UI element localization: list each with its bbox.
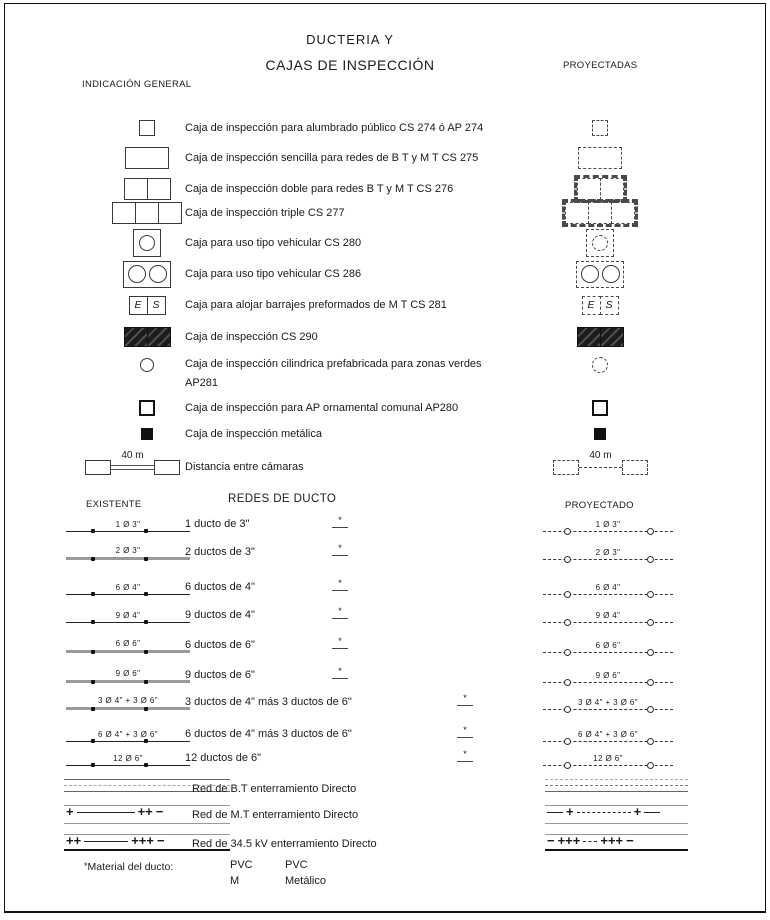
distance-value: 40 m (589, 450, 612, 461)
line-icon (64, 779, 230, 780)
box-label: Caja de inspección doble para redes B T y M T CS 276 (185, 183, 454, 195)
box-symbol-small-square (107, 113, 187, 143)
material-note-asterisk: * (457, 695, 473, 706)
duct-description: 3 ductos de 4" más 3 ductos de 6" (185, 696, 352, 708)
projected-symbol-busbar-es (560, 290, 640, 320)
existing-duct-symbol (66, 696, 190, 710)
junction-circle (564, 528, 571, 535)
duct-code-label: 6 Ø 4" (115, 583, 141, 592)
thick-line-icon (545, 849, 688, 851)
duct-code-label: 12 Ø 6" (113, 754, 143, 763)
duct-code-label: 9 Ø 4" (115, 611, 141, 620)
junction-dot (144, 529, 148, 533)
duct-row (0, 605, 770, 623)
junction-dot (91, 592, 95, 596)
chamber-box-dashed-icon (622, 460, 648, 475)
duct-code-label: 6 Ø 4" + 3 Ø 6" (578, 730, 638, 739)
duct-row (0, 748, 770, 766)
junction-circle (564, 762, 571, 769)
junction-dot (91, 763, 95, 767)
material-note-asterisk: * (332, 638, 348, 649)
projected-duct-symbol (543, 548, 673, 560)
mt-network-symbol-projected (545, 805, 688, 824)
cell-e: E (129, 296, 148, 315)
box-label: Caja de inspección para AP ornamental comunal AP280 (185, 402, 459, 414)
junction-circle (564, 679, 571, 686)
duct-code-label: 6 Ø 6" (595, 641, 621, 650)
box-symbol-triple-rectangle (107, 198, 187, 228)
sheet-title-line1: DUCTERIA Y (306, 32, 394, 47)
duct-line (66, 765, 190, 766)
material-note-asterisk: * (332, 580, 348, 591)
duct-code-label: 9 Ø 6" (115, 669, 141, 678)
triple-rectangle-dashed-icon (562, 199, 638, 227)
box-row (0, 452, 770, 482)
duct-code-label: 1 Ø 3" (115, 520, 141, 529)
junction-dot (91, 739, 95, 743)
triple-rectangle-icon (112, 202, 182, 224)
chamber-box-icon (85, 460, 111, 475)
projected-duct-symbol (543, 641, 673, 653)
junction-circle (564, 591, 571, 598)
existing-duct-symbol (66, 730, 190, 742)
cell (600, 178, 624, 200)
line-icon (111, 465, 154, 470)
junction-dot (91, 529, 95, 533)
cell (124, 178, 148, 200)
rectangle-with-two-circles-icon (123, 261, 171, 288)
material-note-asterisk: * (332, 545, 348, 556)
square-icon (139, 120, 155, 136)
box-row (0, 113, 770, 143)
line-dashed-icon (579, 467, 622, 468)
duct-row (0, 692, 770, 710)
rectangle-dashed-icon (578, 147, 622, 169)
junction-dot (91, 680, 95, 684)
cell (124, 327, 148, 347)
material-note-asterisk: * (457, 727, 473, 738)
asterisk-icon: * (84, 861, 88, 871)
bold-square-icon (139, 400, 155, 416)
material-note-asterisk: * (332, 608, 348, 619)
plus-mark: + (66, 804, 74, 819)
junction-circle (647, 706, 654, 713)
line-icon (64, 823, 230, 824)
box-label: Caja de inspección cilindrica prefabricada para zonas verdes (185, 358, 482, 370)
minus-mark: − (155, 804, 164, 819)
projected-duct-symbol (543, 520, 673, 532)
distance-symbol-existing (85, 452, 180, 482)
duct-description: 12 ductos de 6" (185, 752, 262, 764)
projected-symbol-rectangle (560, 143, 640, 173)
existing-duct-symbol (66, 669, 190, 683)
box-row (0, 259, 770, 289)
plus-mark: + (633, 804, 642, 819)
duct-line-dashed (543, 622, 673, 623)
junction-circle (564, 738, 571, 745)
cell (611, 202, 635, 224)
cell (147, 178, 171, 200)
rectangle-dashed-with-two-circles-icon (576, 261, 624, 288)
minus-mark: − (156, 833, 165, 848)
junction-circle (647, 591, 654, 598)
duct-description: 6 ductos de 4" más 3 ductos de 6" (185, 728, 352, 740)
cell (158, 202, 182, 224)
box-label: Caja de inspección CS 290 (185, 331, 318, 343)
box-row (0, 351, 770, 391)
cell-s: S (147, 296, 166, 315)
junction-dot (144, 592, 148, 596)
duct-code-label: 2 Ø 3" (595, 548, 621, 557)
duct-line (66, 594, 190, 595)
rectangle-icon (125, 147, 169, 169)
duct-row (0, 665, 770, 683)
dashed-line-icon (545, 779, 688, 780)
junction-dot (91, 707, 95, 711)
junction-dot (144, 763, 148, 767)
footnote-key: PVC (230, 859, 253, 871)
line-icon (545, 791, 688, 792)
duct-description: 6 ductos de 6" (185, 639, 255, 651)
junction-dot (91, 557, 95, 561)
junction-dot (144, 620, 148, 624)
box-symbol-vehicular-double (107, 259, 187, 289)
es-cells-dashed-icon (582, 296, 619, 315)
chamber-box-dashed-icon (553, 460, 579, 475)
square-dashed-with-circle-icon (586, 229, 614, 257)
duct-line-dashed (543, 652, 673, 653)
cell (588, 202, 612, 224)
duct-line-dashed (543, 741, 673, 742)
box-label: Caja para uso tipo vehicular CS 280 (185, 237, 362, 249)
existing-duct-symbol (66, 611, 190, 623)
projected-duct-symbol (543, 730, 673, 742)
junction-dot (144, 739, 148, 743)
projected-symbol-vehicular-single (560, 228, 640, 258)
duct-line (66, 707, 190, 710)
cell (147, 327, 171, 347)
existing-duct-symbol (66, 639, 190, 653)
cell-e: E (582, 296, 601, 315)
duct-code-label: 6 Ø 6" (115, 639, 141, 648)
footnote-key: M (230, 875, 240, 887)
plus-mark: + (566, 804, 574, 819)
footnote-value: Metálico (285, 875, 326, 887)
dashed-line-icon (583, 841, 597, 842)
net-row (0, 805, 770, 825)
chamber-box-icon (154, 460, 180, 475)
box-label: Caja para alojar barrajes preformados de M T CS 281 (185, 299, 447, 311)
duct-line-dashed (543, 682, 673, 683)
duct-description: 6 ductos de 4" (185, 581, 255, 593)
footnote (84, 861, 173, 873)
duct-code-label: 3 Ø 4" + 3 Ø 6" (98, 696, 158, 705)
existing-duct-symbol (66, 546, 190, 560)
junction-circle (647, 528, 654, 535)
junction-circle (647, 762, 654, 769)
bt-network-symbol-projected (545, 779, 688, 792)
distance-value: 40 m (121, 450, 144, 461)
duct-code-label: 6 Ø 4" (595, 583, 621, 592)
box-symbol-rectangle (107, 143, 187, 173)
duct-description: 9 ductos de 4" (185, 609, 255, 621)
hatched-rectangle-icon (577, 327, 624, 347)
line-icon (547, 812, 563, 813)
mt-cross-line-dashed (545, 806, 688, 818)
projected-duct-symbol (543, 754, 673, 766)
box-symbol-metallic (107, 419, 187, 449)
cell-s: S (600, 296, 619, 315)
duct-line-dashed (543, 559, 673, 560)
material-note-asterisk: * (332, 668, 348, 679)
plus-marks: +++ (600, 833, 624, 848)
circle-icon (581, 265, 599, 283)
line-icon (77, 812, 135, 813)
cell (577, 327, 601, 347)
sheet-title-line2: CAJAS DE INSPECCIÓN (265, 57, 435, 73)
column-header-indicacion-general: INDICACIÓN GENERAL (82, 79, 192, 90)
box-label: Caja de inspección sencilla para redes de B T y M T CS 275 (185, 152, 479, 164)
duct-line-dashed (543, 531, 673, 532)
net-row (0, 779, 770, 799)
duct-line-dashed (543, 709, 673, 710)
duct-line-dashed (543, 765, 673, 766)
circle-dashed-icon (592, 235, 608, 251)
projected-duct-symbol (543, 698, 673, 710)
net-row (0, 834, 770, 854)
box-symbol-vehicular-single (107, 228, 187, 258)
column-header-existente: EXISTENTE (86, 499, 142, 510)
junction-circle (647, 738, 654, 745)
duct-row (0, 542, 770, 560)
duct-line-dashed (543, 594, 673, 595)
junction-circle (647, 619, 654, 626)
filled-square-icon (594, 428, 606, 440)
network-label: Red de B.T enterramiento Directo (192, 783, 357, 795)
network-label: Red de M.T enterramiento Directo (192, 809, 359, 821)
line-icon (545, 823, 688, 824)
box-row (0, 143, 770, 173)
projected-symbol-triple-rectangle (560, 198, 640, 228)
junction-circle (647, 556, 654, 563)
column-header-proyectado: PROYECTADO (565, 500, 634, 511)
junction-circle (564, 649, 571, 656)
duct-code-label: 9 Ø 6" (595, 671, 621, 680)
junction-circle (647, 679, 654, 686)
circle-dashed-icon (592, 357, 608, 373)
filled-square-icon (141, 428, 153, 440)
column-header-proyectadas: PROYECTADAS (563, 60, 638, 71)
junction-circle (564, 556, 571, 563)
circle-icon (149, 265, 167, 283)
duct-row (0, 514, 770, 532)
duct-line (66, 622, 190, 623)
double-rectangle-icon (124, 178, 171, 200)
duct-code-label: 6 Ø 4" + 3 Ø 6" (98, 730, 158, 739)
projected-symbol-hatched (560, 322, 640, 352)
junction-circle (564, 619, 571, 626)
projected-duct-symbol (543, 583, 673, 595)
box-label: Caja de inspección metálica (185, 428, 322, 440)
es-cells-icon (129, 296, 166, 315)
dashed-line-icon (545, 785, 688, 786)
dashed-line-icon (577, 812, 631, 813)
plus-marks: ++ (66, 833, 82, 848)
duct-line (66, 650, 190, 653)
material-note-asterisk: * (457, 751, 473, 762)
projected-symbol-cylindrical (560, 351, 640, 379)
box-row (0, 290, 770, 320)
box-row (0, 198, 770, 228)
duct-code-label: 9 Ø 4" (595, 611, 621, 620)
box-symbol-busbar-es (107, 290, 187, 320)
box-label: Caja de inspección para alumbrado público CS 274 ó AP 274 (185, 122, 484, 134)
projected-duct-symbol (543, 611, 673, 623)
duct-line (66, 741, 190, 742)
footnote-label: Material del ducto: (87, 861, 174, 873)
box-row (0, 322, 770, 352)
distance-symbol-projected (553, 452, 648, 482)
junction-dot (91, 650, 95, 654)
duct-code-label: 2 Ø 3" (115, 546, 141, 555)
network-label: Red de 34.5 kV enterramiento Directo (192, 838, 377, 850)
box-row (0, 419, 770, 449)
junction-dot (144, 650, 148, 654)
projected-symbol-vehicular-double (560, 259, 640, 289)
plus-marks: +++ (557, 833, 581, 848)
cell (600, 327, 624, 347)
square-dashed-icon (592, 120, 608, 136)
duct-code-label: 3 Ø 4" + 3 Ø 6" (578, 698, 638, 707)
hv-cross-line-dashed (545, 835, 688, 847)
junction-circle (647, 649, 654, 656)
bold-square-icon (592, 400, 608, 416)
junction-dot (144, 707, 148, 711)
box-symbol-hatched (107, 322, 187, 352)
box-label-line2: AP281 (185, 377, 219, 389)
section-title-redes-de-ducto: REDES DE DUCTO (228, 493, 337, 505)
duct-line (66, 531, 190, 532)
box-label: Caja para uso tipo vehicular CS 286 (185, 268, 362, 280)
circle-icon (140, 358, 154, 372)
line-icon (84, 841, 128, 842)
circle-icon (602, 265, 620, 283)
circle-icon (139, 235, 155, 251)
duct-line (66, 680, 190, 683)
duct-row (0, 577, 770, 595)
line-icon (644, 812, 660, 813)
cell (577, 178, 601, 200)
duct-row (0, 635, 770, 653)
projected-duct-symbol (543, 671, 673, 683)
box-label: Distancia entre cámaras (185, 461, 304, 473)
cell (565, 202, 589, 224)
existing-duct-symbol (66, 583, 190, 595)
square-with-circle-icon (133, 229, 161, 257)
duct-description: 2 ductos de 3" (185, 546, 255, 558)
duct-description: 9 ductos de 6" (185, 669, 255, 681)
cell (135, 202, 159, 224)
material-note-asterisk: * (332, 517, 348, 528)
minus-mark: − (547, 833, 555, 848)
minus-mark: − (626, 833, 634, 848)
box-symbol-cylindrical (107, 351, 187, 379)
duct-row (0, 724, 770, 742)
junction-circle (564, 706, 571, 713)
hatched-rectangle-icon (124, 327, 171, 347)
duct-description: 1 ducto de 3" (185, 518, 250, 530)
cell (112, 202, 136, 224)
plus-marks: ++ (137, 804, 153, 819)
junction-dot (91, 620, 95, 624)
junction-dot (144, 557, 148, 561)
duct-code-label: 1 Ø 3" (595, 520, 621, 529)
circle-icon (128, 265, 146, 283)
footnote-value: PVC (285, 859, 308, 871)
box-row (0, 228, 770, 258)
junction-dot (144, 680, 148, 684)
box-label: Caja de inspección triple CS 277 (185, 207, 345, 219)
existing-duct-symbol (66, 520, 190, 532)
plus-marks: +++ (131, 833, 154, 848)
duct-code-label: 12 Ø 6" (593, 754, 623, 763)
existing-duct-symbol (66, 754, 190, 766)
projected-symbol-small-square (560, 113, 640, 143)
hv-network-symbol-projected (545, 834, 688, 851)
duct-line (66, 557, 190, 560)
projected-symbol-metallic (560, 419, 640, 449)
